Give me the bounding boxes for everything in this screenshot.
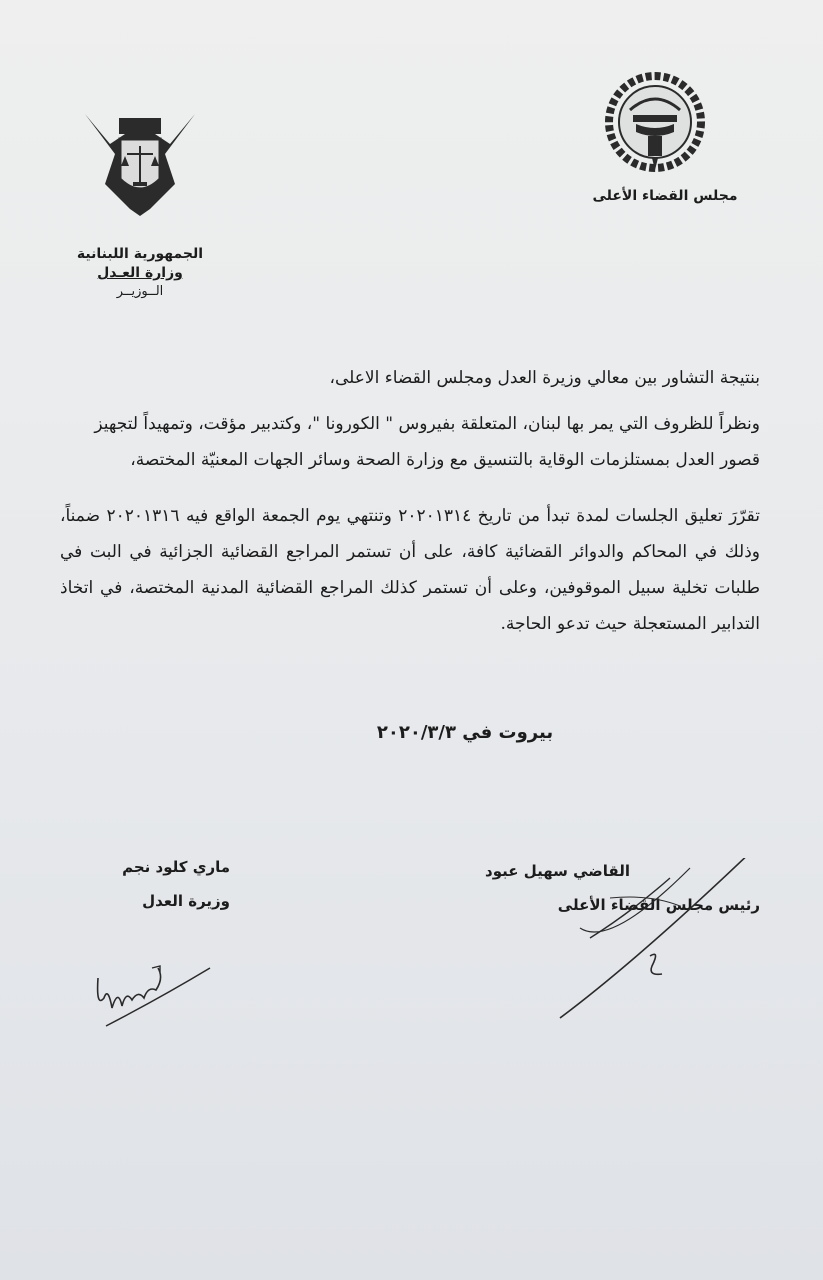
paragraph-1: بنتيجة التشاور بين معالي وزيرة العدل ومجلس القضاء الاعلى، (329, 368, 760, 388)
paragraph-2: ونظراً للظروف التي يمر بها لبنان، المتعلقة بفيروس " الكورونا "، وكتدبير مؤقت، وتمهيداً لتجهيز قصور العدل بمستلزمات الوقاية بالتنسيق مع وزارة الصحة وسائر الجهات المعنيّة المختصة، (94, 414, 760, 470)
signatory-minister (60, 858, 230, 1028)
ministry-label: وزارة العـدل (97, 265, 183, 281)
ministry-header (60, 108, 220, 299)
signatory-title: رئيس مجلس القضاء الأعلى (557, 896, 760, 914)
council-header (560, 70, 750, 204)
handwritten-signature-icon (485, 858, 760, 1028)
ministry-of-justice-emblem-icon (75, 104, 205, 224)
republic-label: الجمهورية اللبنانية (76, 246, 204, 262)
signatory-name: القاضي سهيل عبود (485, 862, 630, 880)
letter-body (60, 360, 760, 662)
paragraph-3: تقرّرَ تعليق الجلسات لمدة تبدأ من تاريخ ٢٠٢٠١٣١٤ وتنتهي يوم الجمعة الواقع فيه ٢٠٢٠١٣١٦ ضمناً، وذلك في المحاكم والدوائر القضائية كافة، على أن تستمر المراجع القضائية الجزائية في البت في طلبات تخلية سبيل الموقوفين، وعلى أن تستمر كذلك المراجع القضائية المدنية المختصة، في اتخاذ التدابير المستعجلة حيث تدعو الحاجة. (60, 506, 760, 634)
signatory-name: ماري كلود نجم (122, 858, 230, 876)
council-name: مجلس القضاء الأعلى (592, 188, 738, 204)
signatory-council-president (485, 858, 760, 1028)
minister-label: الــوزيــر (116, 284, 164, 299)
signatory-title: وزيرة العدل (142, 892, 230, 910)
supreme-judicial-council-emblem-icon (600, 70, 710, 180)
place-date: بيروت في ٢٠٢٠/٣/٣ (376, 722, 554, 743)
handwritten-signature-icon (60, 938, 230, 1108)
